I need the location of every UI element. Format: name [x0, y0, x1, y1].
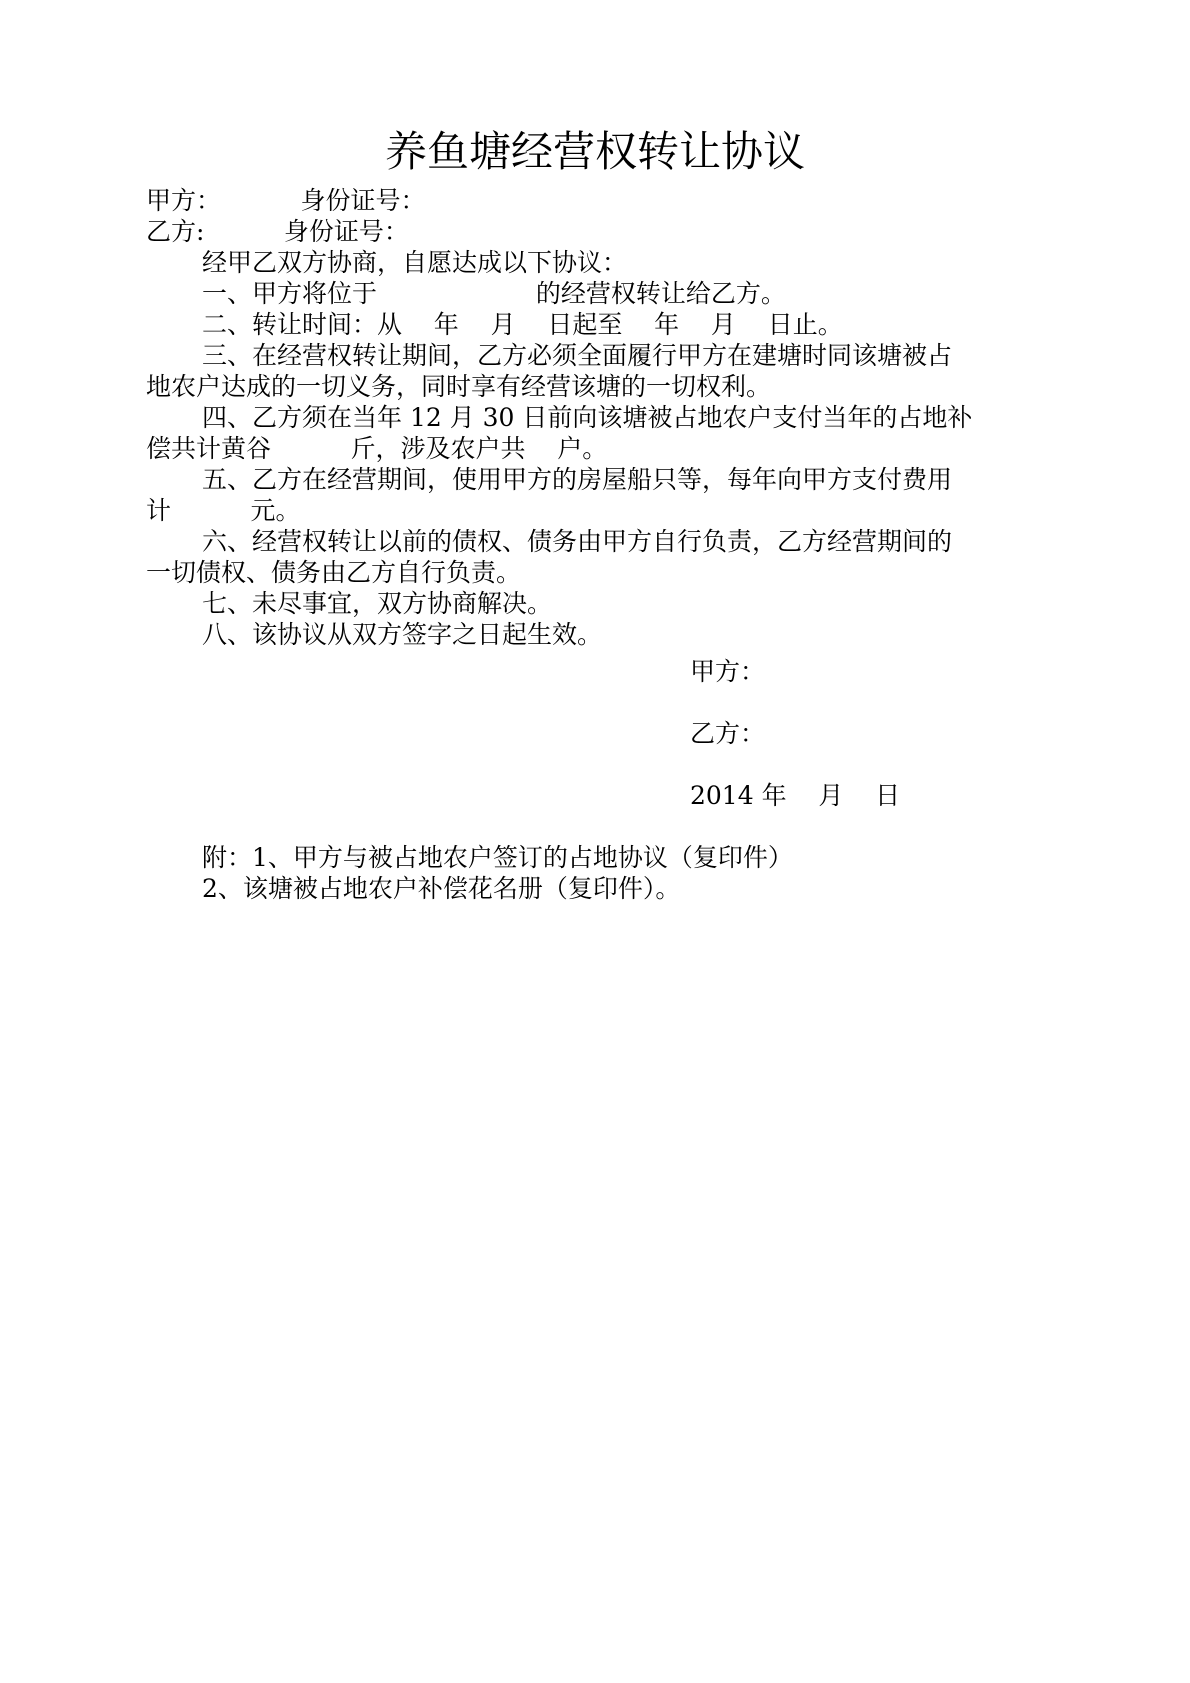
signature-date: 2014 年 月 日: [690, 781, 901, 810]
clause-4-line-2: 偿共计黄谷 斤，涉及农户共 户。: [146, 434, 608, 463]
party-a-line: 甲方： 身份证号：: [146, 186, 426, 215]
attachment-1: 附：1、甲方与被占地农户签订的占地协议（复印件）: [202, 843, 793, 872]
clause-5-line-2: 计 元。: [146, 496, 301, 525]
clause-2: 二、转让时间：从 年 月 日起至 年 月 日止。: [202, 310, 843, 339]
clause-7: 七、未尽事宜，双方协商解决。: [202, 589, 553, 618]
clause-3-line-2: 地农户达成的一切义务，同时享有经营该塘的一切权利。: [146, 372, 772, 401]
attachment-2: 2、该塘被占地农户补偿花名册（复印件）。: [202, 874, 681, 903]
signature-party-a: 甲方：: [690, 657, 766, 686]
document-title: 养鱼塘经营权转让协议: [384, 127, 805, 176]
party-b-line: 乙方: 身份证号：: [146, 217, 409, 246]
clause-5-line-1: 五、乙方在经营期间，使用甲方的房屋船只等，每年向甲方支付费用: [202, 465, 953, 494]
clause-8: 八、该协议从双方签字之日起生效。: [202, 620, 603, 649]
document-body: [146, 185, 1046, 650]
clause-1: 一、甲方将位于 的经营权转让给乙方。: [202, 279, 786, 308]
clause-3-line-1: 三、在经营权转让期间，乙方必须全面履行甲方在建塘时同该塘被占: [202, 341, 953, 370]
signature-party-b: 乙方：: [690, 719, 766, 748]
clause-6-line-2: 一切债权、债务由乙方自行负责。: [146, 558, 522, 587]
clause-4-line-1: 四、乙方须在当年 12 月 30 日前向该塘被占地农户支付当年的占地补: [202, 403, 973, 432]
intro-paragraph: 经甲乙双方协商，自愿达成以下协议：: [202, 248, 628, 277]
clause-6-line-1: 六、经营权转让以前的债权、债务由甲方自行负责，乙方经营期间的: [202, 527, 953, 556]
